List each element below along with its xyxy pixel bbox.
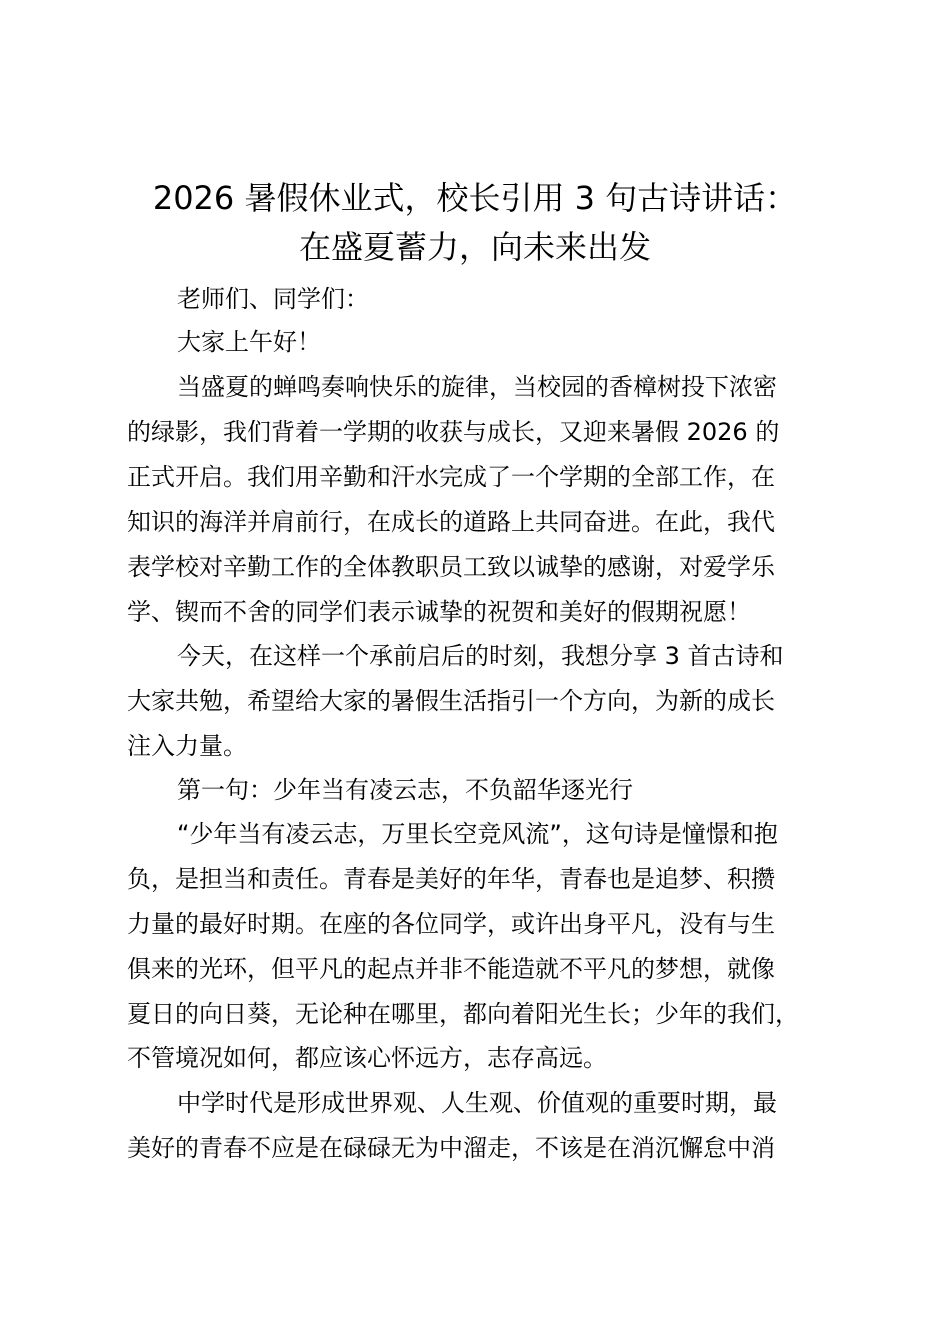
body-line: “少年当有凌云志，万里长空竞风流”，这句诗是憧憬和抱 [177, 820, 778, 848]
body-line: 今天，在这样一个承前启后的时刻，我想分享 3 首古诗和 [177, 642, 784, 670]
body-line: 不管境况如何，都应该心怀远方，志存高远。 [127, 1044, 607, 1072]
body-line: 负，是担当和责任。青春是美好的年华，青春也是追梦、积攒 [127, 865, 775, 893]
body-line: 表学校对辛勤工作的全体教职员工致以诚挚的感谢，对爱学乐 [127, 553, 775, 581]
body-line: 俱来的光环，但平凡的起点并非不能造就不平凡的梦想，就像 [127, 955, 775, 983]
section-heading: 第一句：少年当有凌云志，不负韶华逐光行 [177, 776, 633, 804]
body-line: 当盛夏的蝉鸣奏响快乐的旋律，当校园的香樟树投下浓密 [177, 373, 777, 401]
body-line: 夏日的向日葵，无论种在哪里，都向着阳光生长；少年的我们， [127, 1000, 799, 1028]
document-title-line-2: 在盛夏蓄力，向未来出发 [298, 228, 651, 266]
salutation: 老师们、同学们： [177, 285, 369, 313]
body-line: 美好的青春不应是在碌碌无为中溜走，不该是在消沉懈怠中消 [127, 1134, 775, 1162]
body-line: 学、锲而不舍的同学们表示诚挚的祝贺和美好的假期祝愿！ [127, 598, 751, 626]
document-title-line-1: 2026 暑假休业式，校长引用 3 句古诗讲话： [152, 179, 798, 217]
greeting: 大家上午好！ [177, 328, 321, 356]
body-line: 中学时代是形成世界观、人生观、价值观的重要时期，最 [177, 1089, 777, 1117]
body-line: 力量的最好时期。在座的各位同学，或许出身平凡，没有与生 [127, 910, 775, 938]
body-line: 的绿影，我们背着一学期的收获与成长，又迎来暑假 2026 的 [127, 418, 780, 446]
body-line: 正式开启。我们用辛勤和汗水完成了一个学期的全部工作，在 [127, 463, 775, 491]
body-line: 知识的海洋并肩前行，在成长的道路上共同奋进。在此，我代 [127, 508, 775, 536]
body-line: 大家共勉，希望给大家的暑假生活指引一个方向，为新的成长 [127, 687, 775, 715]
body-line: 注入力量。 [127, 732, 247, 760]
